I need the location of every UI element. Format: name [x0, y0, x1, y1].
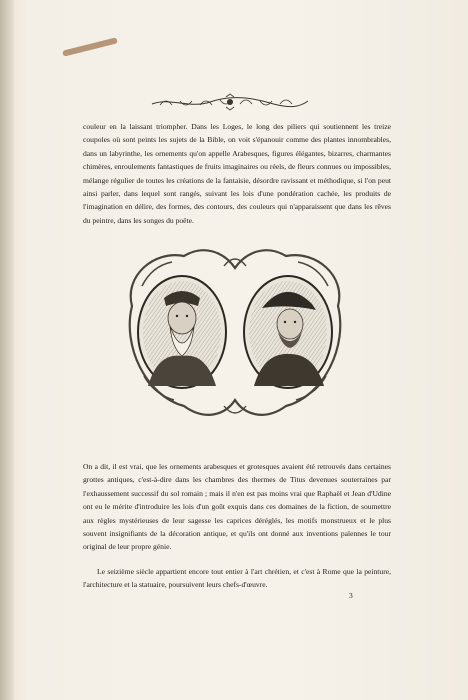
paragraph-grotesques: On a dit, il est vrai, que les ornements arabesques et grotesques avaient été retrouvés dans certaines grottes antiques, c'est-à-dire dans les chambres des thermes de Titus devenues souterraines par l'exhaussement successif du sol romain ; mais il n'en est pas moins vrai que Raphaël et Jean d'Udine ont eu le mérite d'introduire les lois d'un goût exquis dans ces domaines de la fiction, de soumettre aux règles mystérieuses de leur sagesse les caprices déréglés, les motifs monstrueux et le plus souvent insignifiants de la décoration antique, et qu'ils ont donné aux inventions païennes le tour original de leur propre génie.	[83, 462, 391, 552]
paragraph-seizieme-siecle: Le seizième siècle appartient encore tout entier à l'art chrétien, et c'est à Rome que la peinture, l'architecture et la statuaire, poursuivent leurs chefs-d'œuvre.	[83, 567, 391, 590]
headpiece-ornament	[150, 93, 310, 111]
portrait-right-man-with-hat	[244, 276, 332, 388]
portraits-engraving	[124, 246, 346, 422]
page-number: 3	[349, 591, 353, 600]
portrait-left-bearded-man	[138, 276, 226, 388]
paper-stain	[62, 37, 118, 56]
paragraph-arabesques: couleur en la laissant triompher. Dans les Loges, le long des piliers qui soutiennent les treize coupoles où sont peints les sujets de la Bible, on voit s'épanouir comme des plantes innombrables, dans un labyrinthe, les ornements qu'on appelle Arabesques, figures élégantes, bizarres, charmantes chimères, enroulements fantastiques de fruits imaginaires ou réels, de fleurs connues ou impossibles, mélange régulier de toutes les créations de la fantaisie, désordre ravissant et méthodique, si l'on peut ainsi parler, dans lequel sont rangés, suivant les lois d'une pondération cachée, les produits de l'imagination en délire, des formes, des contours, des couleurs qui n'apparaissent que dans les rêves du peintre, dans les songes du poëte.	[83, 122, 391, 225]
page-gutter	[0, 0, 14, 700]
